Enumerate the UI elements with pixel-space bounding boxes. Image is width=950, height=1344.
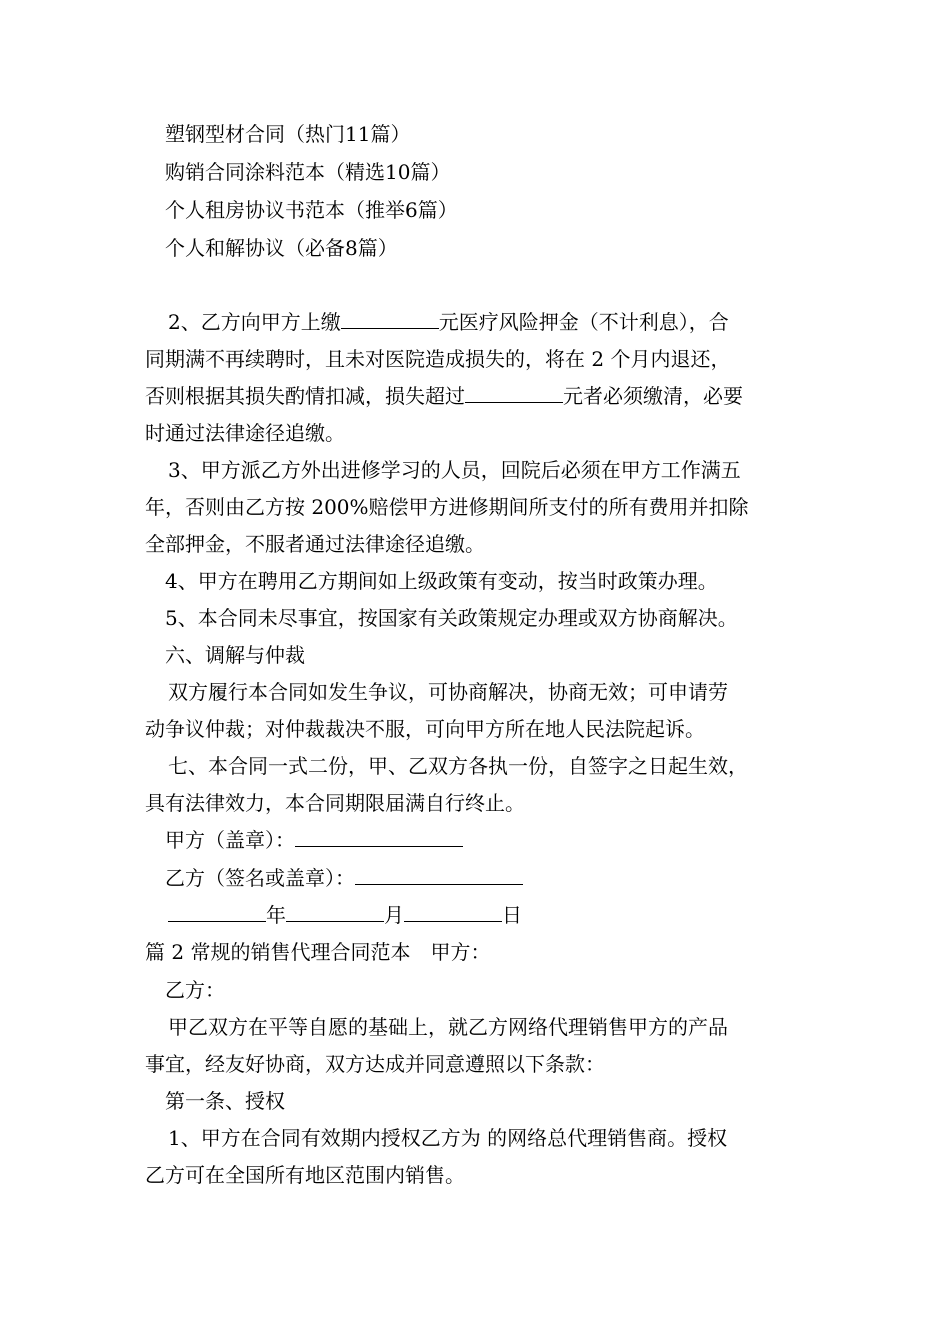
section7-line1: 七、本合同一式二份，甲、乙双方各执一份，自签字之日起生效， bbox=[168, 754, 748, 778]
clause3-line2: 年，否则由乙方按 200%赔偿甲方进修期间所支付的所有费用并扣除 bbox=[145, 495, 749, 519]
month-blank bbox=[286, 903, 384, 922]
clause2-text-b: 元医疗风险押金（不计利息），合 bbox=[438, 310, 729, 334]
party-a-signature bbox=[165, 828, 845, 852]
day-blank bbox=[404, 903, 502, 922]
section6-line2: 动争议仲裁；对仲裁裁决不服，可向甲方所在地人民法院起诉。 bbox=[145, 717, 705, 741]
year-label: 年 bbox=[266, 903, 286, 927]
article1-item1-line2: 乙方可在全国所有地区范围内销售。 bbox=[145, 1163, 465, 1187]
clause3-line3: 全部押金，不服者通过法律途径追缴。 bbox=[145, 532, 485, 556]
party-a-blank bbox=[295, 828, 463, 847]
section6-line1: 双方履行本合同如发生争议，可协商解决，协商无效；可申请劳 bbox=[168, 680, 728, 704]
clause2-text-d: 元者必须缴清，必要 bbox=[563, 384, 743, 408]
article1-item1-line1: 1、甲方在合同有效期内授权乙方为 的网络总代理销售商。授权 bbox=[168, 1126, 728, 1150]
loss-amount-blank bbox=[465, 384, 563, 403]
clause4: 4、甲方在聘用乙方期间如上级政策有变动，按当时政策办理。 bbox=[165, 569, 718, 593]
section6-title: 六、调解与仲裁 bbox=[165, 643, 305, 667]
clause3-line1: 3、甲方派乙方外出进修学习的人员，回院后必须在甲方工作满五 bbox=[168, 458, 741, 482]
part2-intro-line1: 甲乙双方在平等自愿的基础上，就乙方网络代理销售甲方的产品 bbox=[168, 1015, 728, 1039]
clause2-line3 bbox=[145, 384, 825, 408]
party-b-label: 乙方（签名或盖章）： bbox=[165, 866, 355, 890]
section7-line2: 具有法律效力，本合同期限届满自行终止。 bbox=[145, 791, 525, 815]
clause2-text-c: 否则根据其损失酌情扣减，损失超过 bbox=[145, 384, 465, 408]
party-b-blank bbox=[355, 866, 523, 885]
month-label: 月 bbox=[384, 903, 404, 927]
related-link-4[interactable]: 个人和解协议（必备8篇） bbox=[165, 236, 398, 260]
part2-heading: 篇 2 常规的销售代理合同范本 甲方： bbox=[145, 940, 491, 964]
clause2-line4: 时通过法律途径追缴。 bbox=[145, 421, 345, 445]
related-link-2[interactable]: 购销合同涂料范本（精选10篇） bbox=[165, 160, 451, 184]
date-line bbox=[168, 903, 848, 927]
party-a-label: 甲方（盖章）： bbox=[165, 828, 295, 852]
part2-intro-line2: 事宜，经友好协商，双方达成并同意遵照以下条款： bbox=[145, 1052, 605, 1076]
party-b-signature bbox=[165, 866, 845, 890]
related-link-3[interactable]: 个人租房协议书范本（推举6篇） bbox=[165, 198, 458, 222]
clause2-text-a: 2、乙方向甲方上缴 bbox=[168, 310, 341, 334]
related-link-1[interactable]: 塑钢型材合同（热门11篇） bbox=[165, 122, 411, 146]
clause2-line2: 同期满不再续聘时，且未对医院造成损失的，将在 2 个月内退还， bbox=[145, 347, 731, 371]
year-blank bbox=[168, 903, 266, 922]
clause5: 5、本合同未尽事宜，按国家有关政策规定办理或双方协商解决。 bbox=[165, 606, 738, 630]
clause2-line1 bbox=[168, 310, 848, 334]
part2-party-b: 乙方： bbox=[165, 978, 225, 1002]
article1-title: 第一条、授权 bbox=[165, 1089, 285, 1113]
deposit-amount-blank bbox=[341, 310, 439, 329]
day-label: 日 bbox=[502, 903, 522, 927]
